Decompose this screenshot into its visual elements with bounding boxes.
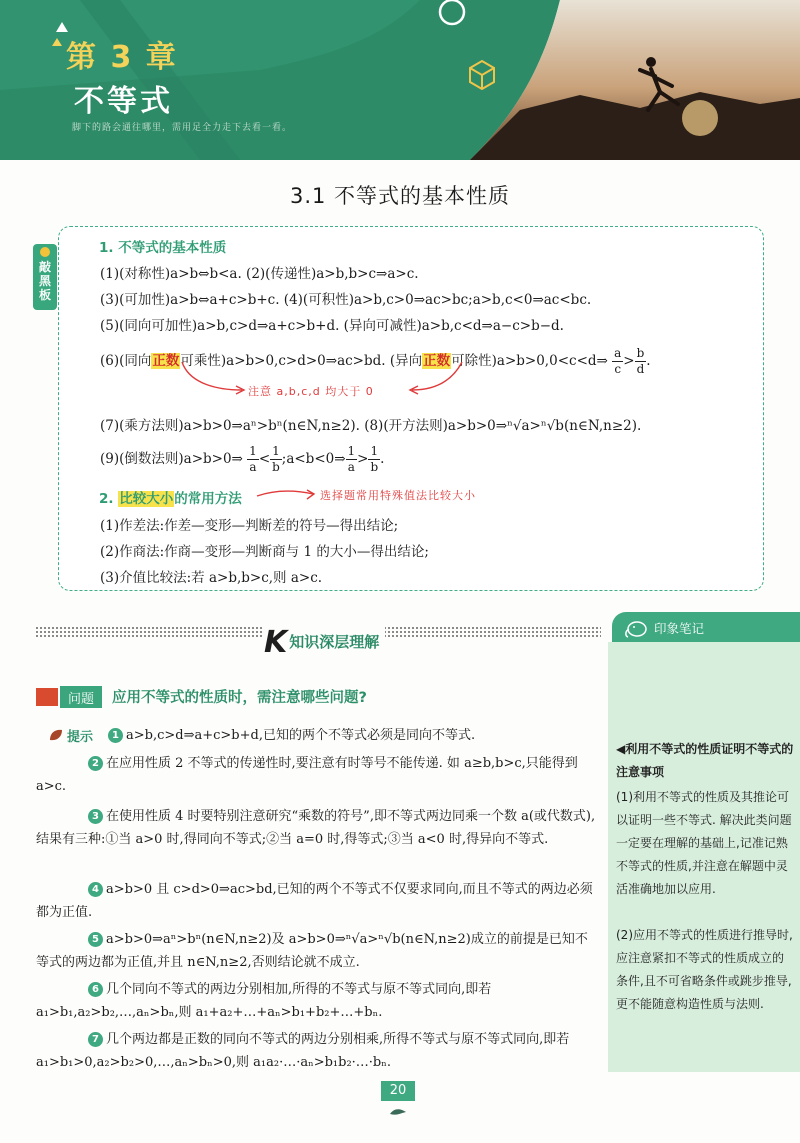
- bulb-icon: [40, 247, 50, 257]
- property-line-3: (5)(同向可加性)a>b,c>d⇒a+c>b+d. (异向可减性)a>b,c<d⇒a−c>b−d.: [100, 318, 564, 334]
- method-2: (2)作商法:作商—变形—判断商与 1 的大小—得出结论;: [100, 544, 429, 560]
- highlight-compare: 比较大小: [119, 491, 174, 507]
- chapter-header: [0, 0, 800, 160]
- fraction-1-over-b: $\frac{1}{b}$: [272, 444, 280, 474]
- chapter-subject: 不等式: [74, 84, 173, 119]
- note-special-values: 选择题常用特殊值法比较大小: [320, 489, 476, 502]
- tip-item-1: 1 a>b,c>d⇒a+c>b+d,已知的两个不等式必须是同向不等式.: [108, 724, 598, 747]
- method-3: (3)介值比较法:若 a>b,b>c,则 a>c.: [100, 570, 323, 586]
- notes-title: ◀利用不等式的性质证明不等式的注意事项: [616, 742, 794, 779]
- fraction-1-over-a-neg: $\frac{1}{a}$: [347, 444, 356, 474]
- notes-header-label: 印象笔记: [654, 621, 705, 636]
- tip-item-2: 2 在应用性质 2 不等式的传递性时,要注意有时等号不能传递. 如 a≥b,b>c,只能得到 a>c.: [36, 756, 578, 794]
- notes-header: [612, 612, 800, 642]
- property-line-1: (1)(对称性)a>b⇔b<a. (2)(传递性)a>b,b>c⇒a>c.: [100, 266, 419, 282]
- property-line-7: (7)(乘方法则)a>b>0⇒aⁿ>bⁿ(n∈N,n≥2). (8)(开方法则)a>b>0⇒ⁿ√a>ⁿ√b(n∈N,n≥2).: [100, 418, 642, 434]
- fraction-1-over-b-neg: $\frac{1}{b}$: [370, 444, 379, 474]
- tip-number: 1: [108, 728, 123, 743]
- tip-number: 3: [88, 809, 103, 824]
- tip-item-5: 5 a>b>0⇒aⁿ>bⁿ(n∈N,n≥2)及 a>b>0⇒ⁿ√a>ⁿ√b(n∈N,n≥2)成立的前提是已知不等式的两边都为正值,并且 n∈N,n≥2,否则结论就不成立.: [36, 932, 588, 970]
- notes-paragraph-2: (2)应用不等式的性质进行推导时,应注意紧扣不等式的性质成立的条件,且不可省略条件或跳步推导,更不能随意构造性质与法则.: [616, 928, 793, 1011]
- tip-item-7: 7 几个两边都是正数的同向不等式的两边分别相乘,所得不等式与原不等式同向,即若 a₁>b₁>0,a₂>b₂>0,…,aₙ>bₙ>0,则 a₁a₂·…·aₙ>b₁b₂·…·bₙ.: [36, 1032, 570, 1070]
- note-arrow: [255, 488, 317, 502]
- fraction-b-over-d: $\frac{b}{d}$: [636, 346, 645, 376]
- highlight-positive-2: 正数: [423, 353, 451, 369]
- tip-number: 6: [88, 982, 103, 997]
- tip-number: 2: [88, 756, 103, 771]
- question-text: 应用不等式的性质时，需注意哪些问题?: [112, 690, 367, 706]
- page-number: 20: [381, 1081, 415, 1101]
- tip-item-6: 6 几个同向不等式的两边分别相加,所得的不等式与原不等式同向,即若 a₁>b₁,a₂>b₂,…,aₙ>bₙ,则 a₁+a₂+…+aₙ>b₁+b₂+…+bₙ.: [36, 982, 492, 1020]
- k-letter-logo: K: [264, 625, 288, 660]
- notes-paragraph-1: (1)利用不等式的性质及其推论可以证明一些不等式. 解决此类问题一定要在理解的基础上,记准记熟不等式的性质,并注意在解题中灵活准确地加以应用.: [616, 790, 792, 896]
- notes-panel: [608, 642, 800, 1072]
- compare-heading: 2. 比较大小的常用方法: [99, 491, 242, 507]
- chapter-motto: 脚下的路会通往哪里，需用足全力走下去看一看。: [72, 123, 293, 133]
- properties-heading: 1. 不等式的基本性质: [99, 240, 227, 256]
- tip-item-3: 3 在使用性质 4 时要特别注意研究“乘数的符号”,即不等式两边同乘一个数 a(或代数式),结果有三种:①当 a>0 时,得同向不等式;②当 a=0 时,得等式;③当 a<0 时,得异向不等式.: [36, 809, 596, 847]
- leaf-icon: [48, 728, 64, 742]
- chapter-number: 第 3 章: [66, 40, 178, 75]
- property-line-9: (9)(倒数法则)a>b>0⇒ $\frac{1}{a}$ < $\frac{1}{b}$ ;a<b<0⇒ $\frac{1}{a}$ > $\frac{1}{b}$ .: [100, 444, 385, 474]
- fraction-1-over-a: $\frac{1}{a}$: [249, 444, 257, 474]
- method-1: (1)作差法:作差—变形—判断差的符号—得出结论;: [100, 518, 399, 534]
- deep-understanding-banner: K知识深层理解: [262, 620, 385, 655]
- tip-label: 提示: [67, 730, 94, 745]
- highlight-positive-1: 正数: [152, 353, 180, 369]
- bird-icon: [388, 1104, 408, 1120]
- property-line-6: (6)(同向正数可乘性)a>b>0,c>d>0⇒ac>bd. (异向正数可除性)a>b>0,0<c<d⇒ $\frac{a}{c}$ > $\frac{b}{d}$ .: [100, 346, 651, 376]
- elephant-icon: [624, 616, 650, 638]
- book-icon: [36, 688, 58, 706]
- blackboard-tab-label: 敲黑板: [38, 260, 51, 302]
- tip-number: 7: [88, 1032, 103, 1047]
- tip-item-4: 4 a>b>0 且 c>d>0⇒ac>bd,已知的两个不等式不仅要求同向,而且不等式的两边必须都为正值.: [36, 882, 593, 920]
- tip-number: 4: [88, 882, 103, 897]
- tip-number: 5: [88, 932, 103, 947]
- note-positive-values: 注意 a,b,c,d 均大于 0: [248, 385, 374, 398]
- fraction-a-over-c: $\frac{a}{c}$: [614, 346, 622, 376]
- property-line-2: (3)(可加性)a>b⇔a+c>b+c. (4)(可积性)a>b,c>0⇒ac>bc;a>b,c<0⇒ac<bc.: [100, 292, 592, 308]
- section-title: 3.1 不等式的基本性质: [289, 184, 511, 208]
- question-tag: 问题: [60, 686, 102, 708]
- blackboard-tab: [33, 244, 57, 310]
